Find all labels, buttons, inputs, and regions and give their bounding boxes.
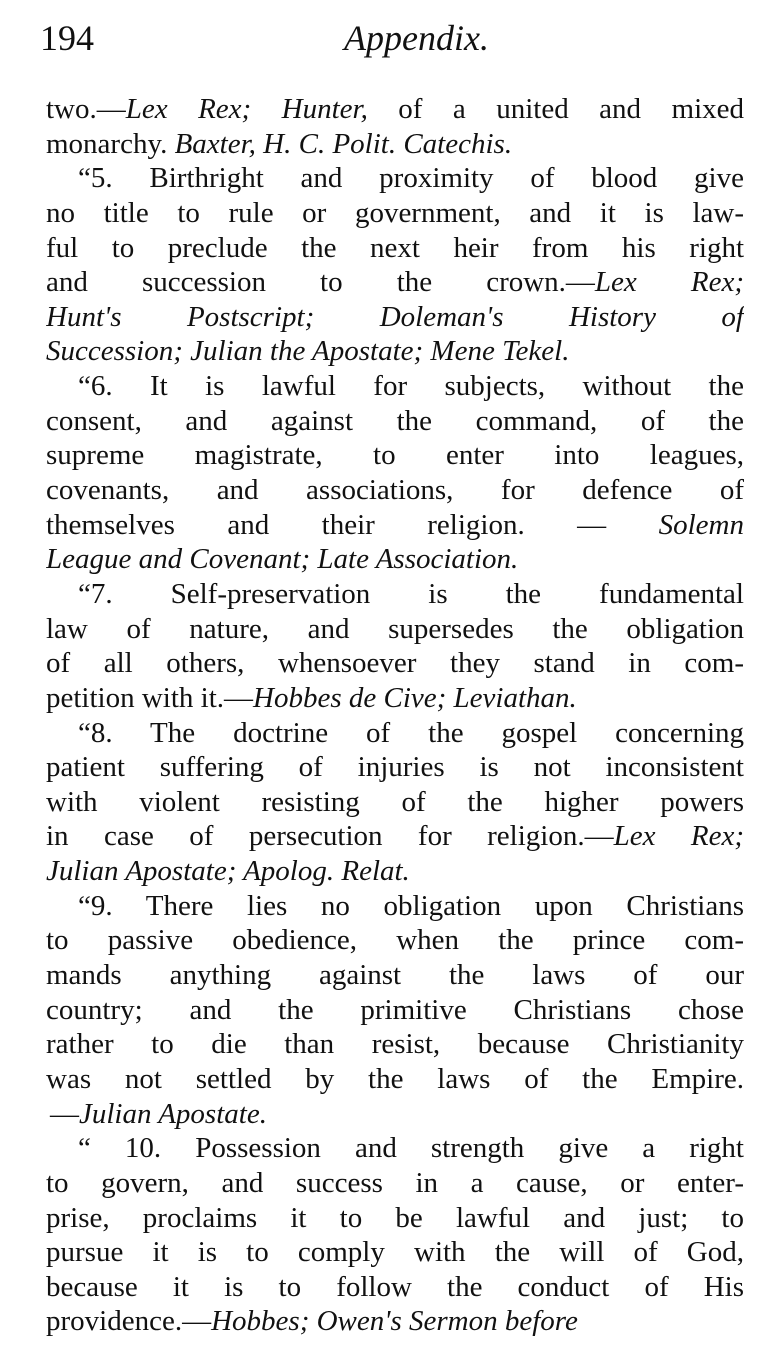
text-run: consent, and against the command, of the (46, 404, 744, 437)
text-line (46, 231, 744, 266)
page-header (40, 10, 750, 66)
text-run: — (50, 1097, 79, 1130)
text-line (46, 1166, 744, 1201)
text-run: patient suffering of injuries is not inconsistent (46, 751, 744, 784)
text-line (46, 1201, 744, 1236)
italic-citation: Julian Apostate; Apolog. Relat. (46, 855, 410, 888)
text-line (46, 1062, 744, 1097)
text-line (46, 577, 744, 612)
text-line (46, 161, 744, 196)
body-text (46, 92, 744, 1339)
page-number: 194 (40, 18, 94, 58)
text-run: “ 10. Possession and strength give a right (78, 1132, 744, 1165)
text-line (46, 1235, 744, 1270)
text-run: no title to rule or government, and it is law- (46, 196, 744, 229)
text-line (46, 889, 744, 924)
italic-citation: Lex Rex; (594, 266, 744, 299)
text-line (46, 1304, 744, 1339)
italic-citation: Solemn (658, 508, 744, 541)
text-line (46, 646, 744, 681)
text-line (46, 819, 744, 854)
text-run: providence.— (46, 1305, 212, 1338)
text-line (46, 265, 744, 300)
text-run: monarchy. (46, 127, 175, 160)
text-run: supreme magistrate, to enter into leagues, (46, 439, 744, 472)
italic-citation: Hobbes; Owen's Sermon before (211, 1305, 578, 1338)
text-run: country; and the primitive Christians chose (46, 993, 744, 1026)
italic-citation: Lex Rex; (613, 820, 744, 853)
text-line (46, 750, 744, 785)
text-line (46, 438, 744, 473)
text-run: “5. Birthright and proximity of blood give (78, 162, 744, 195)
text-run: prise, proclaims it to be lawful and just; to (46, 1201, 744, 1234)
text-line (46, 300, 744, 335)
text-line (46, 334, 744, 369)
text-line (46, 785, 744, 820)
text-run: themselves and their religion. — (46, 508, 659, 541)
text-run: pursue it is to comply with the will of God, (46, 1236, 744, 1269)
text-line (46, 473, 744, 508)
running-head: Appendix. (344, 18, 489, 58)
text-run: petition with it.— (46, 681, 254, 714)
text-line (46, 923, 744, 958)
text-line (46, 196, 744, 231)
text-line (46, 508, 744, 543)
text-run: in case of persecution for religion.— (46, 820, 614, 853)
text-run: of a united and mixed (367, 93, 744, 125)
text-run: to passive obedience, when the prince com- (46, 924, 744, 957)
italic-citation: Hobbes de Cive; Leviathan. (253, 681, 577, 714)
italic-citation: League and Covenant; Late Association. (46, 543, 519, 576)
text-line (46, 1097, 744, 1132)
italic-citation: Lex Rex; Hunter, (125, 93, 368, 125)
text-run: of all others, whensoever they stand in com- (46, 647, 744, 680)
text-line (46, 993, 744, 1028)
italic-citation: Julian Apostate. (79, 1097, 267, 1130)
text-line (46, 681, 744, 716)
text-line (46, 1270, 744, 1305)
text-line (46, 404, 744, 439)
text-line (46, 542, 744, 577)
italic-citation: Succession; Julian the Apostate; Mene Tekel. (46, 335, 570, 368)
text-run: “6. It is lawful for subjects, without the (78, 370, 744, 403)
text-run: ful to preclude the next heir from his right (46, 231, 744, 264)
text-run: “7. Self-preservation is the fundamental (78, 577, 744, 610)
text-line (46, 716, 744, 751)
text-run: law of nature, and supersedes the obligation (46, 612, 744, 645)
text-run: covenants, and associations, for defence of (46, 474, 744, 507)
text-run: mands anything against the laws of our (46, 959, 744, 992)
text-line (46, 612, 744, 647)
text-run: two.— (46, 93, 126, 125)
italic-citation: Hunt's Postscript; Doleman's History of (46, 300, 744, 333)
text-run: because it is to follow the conduct of His (46, 1270, 744, 1303)
text-run: “8. The doctrine of the gospel concerning (78, 716, 744, 749)
text-line (46, 1027, 744, 1062)
text-run: rather to die than resist, because Christianity (46, 1028, 744, 1061)
text-run: was not settled by the laws of the Empire. (46, 1062, 744, 1095)
text-line (46, 854, 744, 889)
text-run: “9. There lies no obligation upon Christians (78, 889, 744, 922)
text-line (46, 369, 744, 404)
text-run: with violent resisting of the higher powers (46, 785, 744, 818)
text-run: and succession to the crown.— (46, 266, 595, 299)
text-run: to govern, and success in a cause, or enter- (46, 1166, 744, 1199)
text-line (46, 92, 744, 127)
text-line (46, 127, 744, 162)
text-line (46, 958, 744, 993)
italic-citation: Baxter, H. C. Polit. Catechis. (174, 127, 513, 160)
text-line (46, 1131, 744, 1166)
